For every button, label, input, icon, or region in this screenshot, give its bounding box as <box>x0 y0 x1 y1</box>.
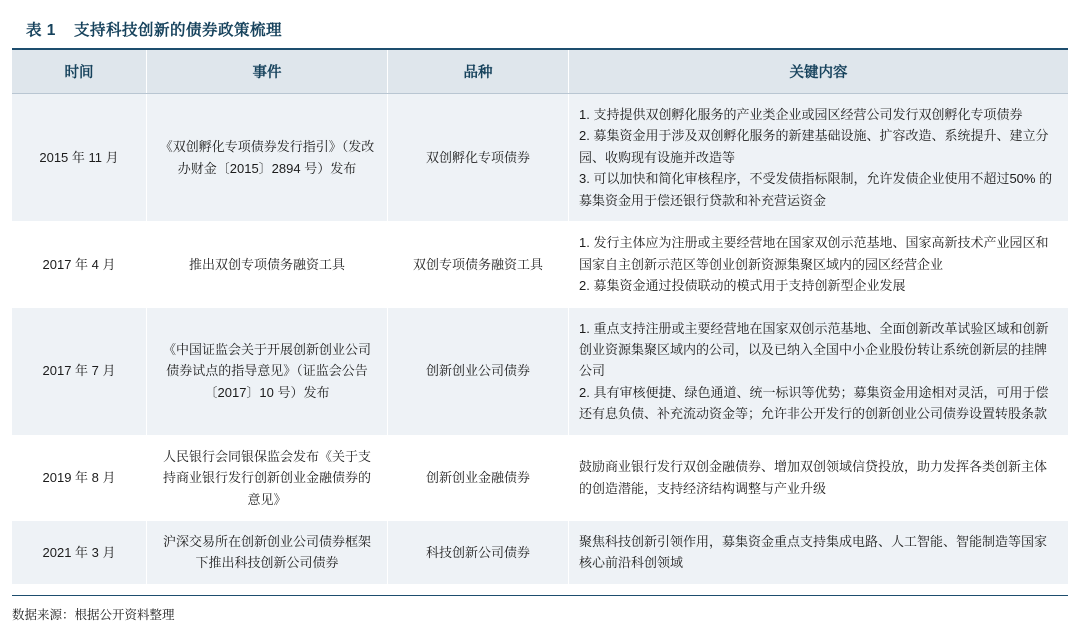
column-header-time: 时间 <box>12 50 147 94</box>
content-line: 1. 发行主体应为注册或主要经营地在国家双创示范基地、国家高新技术产业园区和国家自主创新示范区等创业创新资源集聚区域内的园区经营企业 <box>579 235 1049 272</box>
cell-kind: 科技创新公司债券 <box>388 521 569 585</box>
cell-event: 沪深交易所在创新创业公司债券框架下推出科技创新公司债券 <box>147 521 388 585</box>
table-row <box>12 521 1068 585</box>
column-header-content: 关键内容 <box>569 50 1069 94</box>
table-row <box>12 94 1068 222</box>
content-line: 聚焦科技创新引领作用，募集资金重点支持集成电路、人工智能、智能制造等国家核心前沿科创领域 <box>579 534 1048 571</box>
content-line: 2. 募集资金通过投债联动的模式用于支持创新型企业发展 <box>579 278 906 294</box>
table-title <box>12 8 1068 50</box>
cell-event: 人民银行会同银保监会发布《关于支持商业银行发行创新创业金融债券的意见》 <box>147 435 388 520</box>
cell-event: 推出双创专项债务融资工具 <box>147 222 388 307</box>
table-source: 数据来源：根据公开资料整理 <box>12 595 1068 623</box>
cell-kind: 双创专项债务融资工具 <box>388 222 569 307</box>
column-header-event: 事件 <box>147 50 388 94</box>
cell-content <box>569 222 1069 307</box>
table-row <box>12 222 1068 307</box>
cell-time: 2019 年 8 月 <box>12 435 147 520</box>
table-row <box>12 435 1068 520</box>
table-page <box>0 8 1080 622</box>
table-row <box>12 307 1068 435</box>
content-line: 1. 支持提供双创孵化服务的产业类企业或园区经营公司发行双创孵化专项债券 <box>579 107 1023 122</box>
policy-table <box>12 50 1068 585</box>
cell-time: 2015 年 11 月 <box>12 94 147 222</box>
cell-time: 2021 年 3 月 <box>12 521 147 585</box>
cell-kind: 双创孵化专项债券 <box>388 94 569 222</box>
cell-content <box>569 94 1069 222</box>
cell-event: 《中国证监会关于开展创新创业公司债券试点的指导意见》（证监会公告〔2017〕10 号）发布 <box>147 307 388 435</box>
content-line: 2. 募集资金用于涉及双创孵化服务的新建基础设施、扩容改造、系统提升、建立分园、收购现有设施并改造等 <box>579 128 1049 165</box>
cell-time: 2017 年 7 月 <box>12 307 147 435</box>
content-line: 鼓励商业银行发行双创金融债券、增加双创领域信贷投放，助力发挥各类创新主体的创造潜能，支持经济结构调整与产业升级 <box>579 459 1048 496</box>
cell-time: 2017 年 4 月 <box>12 222 147 307</box>
cell-event: 《双创孵化专项债券发行指引》（发改办财金〔2015〕2894 号）发布 <box>147 94 388 222</box>
cell-content <box>569 435 1069 520</box>
cell-kind: 创新创业公司债券 <box>388 307 569 435</box>
content-line: 1. 重点支持注册或主要经营地在国家双创示范基地、全面创新改革试验区域和创新创业资源集聚区域内的公司，以及已纳入全国中小企业股份转让系统创新层的挂牌公司 <box>579 320 1049 379</box>
cell-content <box>569 307 1069 435</box>
column-header-kind: 品种 <box>388 50 569 94</box>
content-line: 3. 可以加快和简化审核程序，不受发债指标限制，允许发债企业使用不超过50% 的募集资金用于偿还银行贷款和补充营运资金 <box>579 171 1053 208</box>
table-header-row <box>12 50 1068 94</box>
cell-kind: 创新创业金融债券 <box>388 435 569 520</box>
table-number: 表 1 <box>26 22 56 39</box>
content-line: 2. 具有审核便捷、绿色通道、统一标识等优势；募集资金用途相对灵活，可用于偿还有息负债、补充流动资金等；允许非公开发行的创新创业公司债券设置转股条款 <box>579 384 1049 422</box>
cell-content <box>569 521 1069 585</box>
table-caption: 支持科技创新的债券政策梳理 <box>73 22 282 39</box>
